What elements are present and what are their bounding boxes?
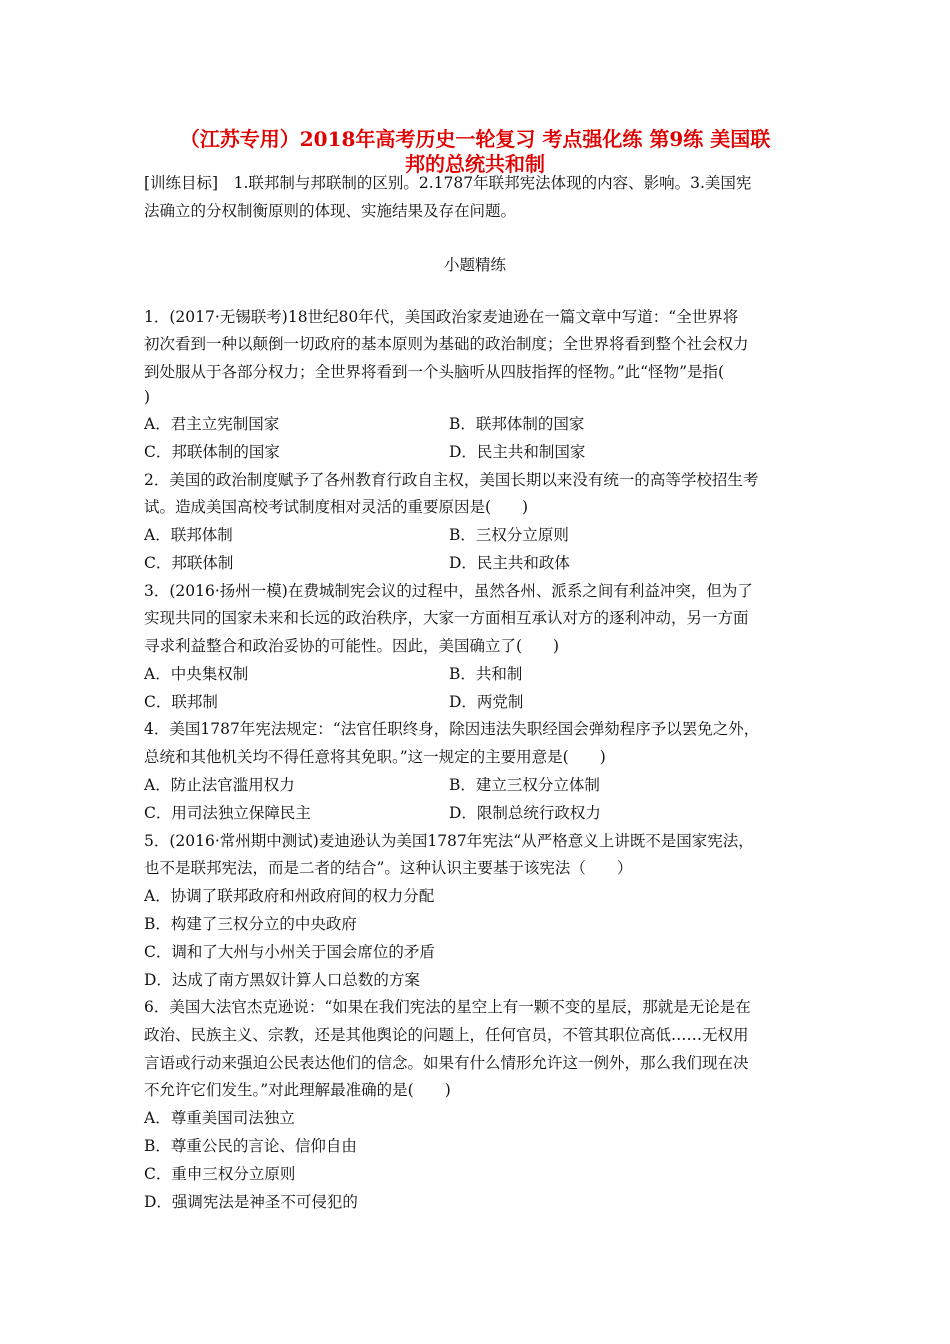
question-5-line-2: 也不是联邦宪法，而是二者的结合”。这种认识主要基于该宪法（ ） — [144, 859, 633, 877]
question-4-line-1: 4．美国1787年宪法规定：“法官任职终身，除因违法失职经国会弹劾程序予以罢免之外， — [144, 720, 760, 738]
question-2-option-b: B．三权分立原则 — [449, 526, 569, 544]
question-5-option-a: A．协调了联邦政府和州政府间的权力分配 — [144, 887, 435, 905]
question-2-option-a: A．联邦体制 — [144, 526, 233, 544]
question-1-option-c: C．邦联体制的国家 — [144, 443, 280, 461]
question-1-line-3: 到处服从于各部分权力；全世界将看到一个头脑听从四肢指挥的怪物。”此“怪物”是指( — [144, 363, 725, 381]
question-1-option-b: B．联邦体制的国家 — [449, 415, 585, 433]
question-2-option-d: D．民主共和政体 — [449, 554, 570, 572]
question-2-line-2: 试。造成美国高校考试制度相对灵活的重要原因是( ) — [144, 498, 529, 516]
question-1-line-4: ) — [144, 388, 151, 406]
question-6-line-1: 6．美国大法官杰克逊说：“如果在我们宪法的星空上有一颗不变的星辰，那就是无论是在 — [144, 998, 751, 1016]
question-6-option-a: A．尊重美国司法独立 — [144, 1109, 295, 1127]
question-3-option-a: A．中央集权制 — [144, 665, 249, 683]
title-line-2: 邦的总统共和制 — [405, 152, 545, 176]
question-4-option-d: D．限制总统行政权力 — [449, 804, 601, 822]
goal-line-2: 法确立的分权制衡原则的体现、实施结果及存在问题。 — [144, 202, 517, 220]
question-3-line-3: 寻求利益整合和政治妥协的可能性。因此，美国确立了( ) — [144, 637, 560, 655]
question-1-line-2: 初次看到一种以颠倒一切政府的基本原则为基础的政治制度；全世界将看到整个社会权力 — [144, 335, 749, 353]
question-5-line-1: 5．(2016·常州期中测试)麦迪逊认为美国1787年宪法“从严格意义上讲既不是国家宪法， — [144, 832, 754, 850]
question-4-option-b: B．建立三权分立体制 — [449, 776, 600, 794]
question-3-option-c: C．联邦制 — [144, 693, 218, 711]
question-3-line-2: 实现共同的国家未来和长远的政治秩序，大家一方面相互承认对方的逐利冲动，另一方面 — [144, 609, 749, 627]
question-2-line-1: 2．美国的政治制度赋予了各州教育行政自主权，美国长期以来没有统一的高等学校招生考 — [144, 471, 759, 489]
question-1-option-a: A．君主立宪制国家 — [144, 415, 280, 433]
question-6-option-c: C．重申三权分立原则 — [144, 1165, 296, 1183]
question-4-option-a: A．防止法官滥用权力 — [144, 776, 295, 794]
question-4-option-c: C．用司法独立保障民主 — [144, 804, 311, 822]
goal-line-1: [训练目标] 1.联邦制与邦联制的区别。2.1787年联邦宪法体现的内容、影响。3.美国宪 — [144, 174, 752, 192]
question-5-option-d: D．达成了南方黑奴计算人口总数的方案 — [144, 971, 420, 989]
question-2-option-c: C．邦联体制 — [144, 554, 234, 572]
question-6-option-b: B．尊重公民的言论、信仰自由 — [144, 1137, 357, 1155]
question-5-option-c: C．调和了大州与小州关于国会席位的矛盾 — [144, 943, 435, 961]
question-6-line-2: 政治、民族主义、宗教，还是其他舆论的问题上，任何官员，不管其职位高低……无权用 — [144, 1026, 749, 1044]
question-6-line-4: 不允许它们发生。”对此理解最准确的是( ) — [144, 1081, 451, 1099]
question-1-line-1: 1．(2017·无锡联考)18世纪80年代，美国政治家麦迪逊在一篇文章中写道：“全世界将 — [144, 308, 739, 326]
title-line-1: （江苏专用）2018年高考历史一轮复习 考点强化练 第9练 美国联 — [179, 127, 771, 151]
question-6-line-3: 言语或行动来强迫公民表达他们的信念。如果有什么情形允许这一例外，那么我们现在决 — [144, 1054, 749, 1072]
section-heading: 小题精练 — [443, 256, 506, 274]
question-3-option-b: B．共和制 — [449, 665, 523, 683]
question-3-line-1: 3．(2016·扬州一模)在费城制宪会议的过程中，虽然各州、派系之间有利益冲突，但为了 — [144, 582, 753, 600]
question-6-option-d: D．强调宪法是神圣不可侵犯的 — [144, 1193, 358, 1211]
question-5-option-b: B．构建了三权分立的中央政府 — [144, 915, 357, 933]
question-1-option-d: D．民主共和制国家 — [449, 443, 586, 461]
question-3-option-d: D．两党制 — [449, 693, 524, 711]
question-4-line-2: 总统和其他机关均不得任意将其免职。”这一规定的主要用意是( ) — [144, 748, 606, 766]
